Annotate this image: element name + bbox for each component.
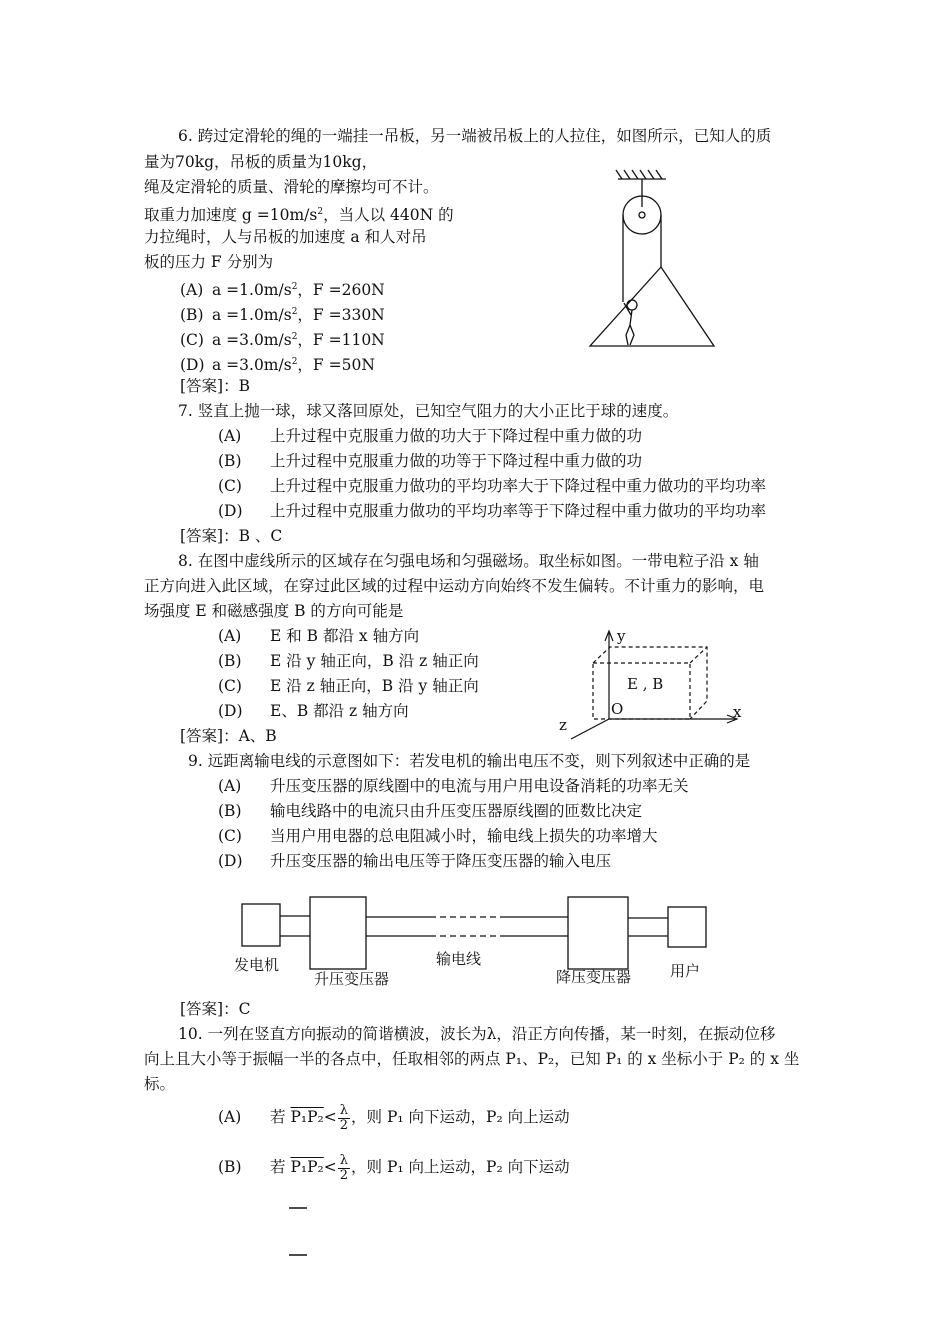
q8-answer: [答案]：A、B — [180, 727, 277, 745]
q9-stem: 9. 远距离输电线的示意图如下：若发电机的输出电压不变，则下列叙述中正确的是 — [188, 752, 751, 770]
q6-line-1: 6. 跨过定滑轮的绳的一端挂一吊板，另一端被吊板上的人拉住，如图所示，已知人的质 — [178, 127, 772, 145]
q6-line-6: 板的压力 F 分别为 — [144, 253, 274, 271]
q8-option-d: (D) E、B 都沿 z 轴方向 — [218, 702, 409, 720]
y-axis-label: y — [617, 627, 626, 645]
step-down-label: 降压变压器 — [556, 968, 632, 986]
q9-answer: [答案]：C — [180, 1000, 251, 1018]
q6-option-c: (C) $a =3.0m/s^2$，F =110N — [180, 331, 385, 350]
q10-line-1: 10. 一列在竖直方向振动的简谐横波，波长为λ，沿正方向传播，某一时刻，在振动位移 — [178, 1025, 776, 1043]
q8-line-3: 场强度 E 和磁感强度 B 的方向可能是 — [144, 602, 404, 620]
user-label: 用户 — [670, 962, 701, 980]
q7-option-b: (B) 上升过程中克服重力做的功等于下降过程中重力做的功 — [218, 452, 643, 470]
q10-line-3: 标。 — [144, 1075, 176, 1093]
pulley-figure — [580, 165, 720, 355]
q6-line-3: 绳及定滑轮的质量、滑轮的摩擦均可不计。 — [144, 178, 439, 196]
q7-answer: [答案]：B 、C — [180, 527, 283, 545]
q9-option-a: (A) 升压变压器的原线圈中的电流与用户用电设备消耗的功率无关 — [218, 777, 689, 795]
q8-option-c: (C) E 沿 z 轴正向，B 沿 y 轴正向 — [218, 677, 479, 695]
q8-option-a: (A) E 和 B 都沿 x 轴方向 — [218, 627, 420, 645]
q7-option-d: (D) 上升过程中克服重力做功的平均功率等于下降过程中重力做功的平均功率 — [218, 502, 767, 520]
q9-option-b: (B) 输电线路中的电流只由升压变压器原线圈的匝数比决定 — [218, 802, 643, 820]
q6-line-5: 力拉绳时，人与吊板的加速度 a 和人对吊 — [144, 228, 427, 246]
step-up-label: 升压变压器 — [314, 970, 390, 988]
stray-mark-1 — [288, 1206, 308, 1210]
q10-option-b: (B) 若 P₁P₂< $\frac{\lambda}{2}$ ，则 P₁ 向上运动，P₂ 向下运动 — [218, 1152, 570, 1183]
q10-option-a: (A) 若 P₁P₂< $\frac{\lambda}{2}$ ，则 P₁ 向下运动，P₂ 向上运动 — [218, 1102, 570, 1133]
q7-option-a: (A) 上升过程中克服重力做的功大于下降过程中重力做的功 — [218, 427, 643, 445]
line-label: 输电线 — [436, 950, 482, 968]
origin-label: O — [611, 700, 624, 718]
q8-option-b: (B) E 沿 y 轴正向，B 沿 z 轴正向 — [218, 652, 479, 670]
q7-stem: 7. 竖直上抛一球，球又落回原处，已知空气阻力的大小正比于球的速度。 — [178, 402, 679, 420]
field-region-figure — [555, 625, 755, 740]
generator-label: 发电机 — [234, 956, 280, 974]
q6-option-b: (B) $a =1.0m/s^2$，F =330N — [180, 306, 385, 325]
transmission-diagram — [230, 892, 720, 992]
q6-line-4: 取重力加速度 $g =10m/s^2$，当人以 440N 的 — [144, 206, 454, 225]
q6-answer: [答案]：B — [180, 377, 250, 395]
q6-option-d: (D) $a =3.0m/s^2$，F =50N — [180, 356, 375, 375]
q9-option-c: (C) 当用户用电器的总电阻减小时，输电线上损失的功率增大 — [218, 827, 658, 845]
q6-line-2: 量为70kg，吊板的质量为10kg， — [144, 153, 378, 171]
q9-option-d: (D) 升压变压器的输出电压等于降压变压器的输入电压 — [218, 852, 612, 870]
z-axis-label: z — [559, 716, 567, 734]
q7-option-c: (C) 上升过程中克服重力做功的平均功率大于下降过程中重力做功的平均功率 — [218, 477, 767, 495]
x-axis-label: x — [733, 703, 742, 721]
q8-line-1: 8. 在图中虚线所示的区域存在匀强电场和匀强磁场。取坐标如图。一带电粒子沿 x 轴 — [178, 552, 759, 570]
q6-option-a: (A) $a =1.0m/s^2$，F =260N — [180, 281, 385, 300]
field-label: E , B — [627, 675, 664, 693]
stray-mark-2 — [288, 1253, 308, 1257]
q8-line-2: 正方向进入此区域，在穿过此区域的过程中运动方向始终不发生偏转。不计重力的影响，电 — [144, 577, 765, 595]
q10-line-2: 向上且大小等于振幅一半的各点中，任取相邻的两点 P₁、P₂，已知 P₁ 的 x 坐标小于 P₂ 的 x 坐 — [144, 1050, 800, 1068]
